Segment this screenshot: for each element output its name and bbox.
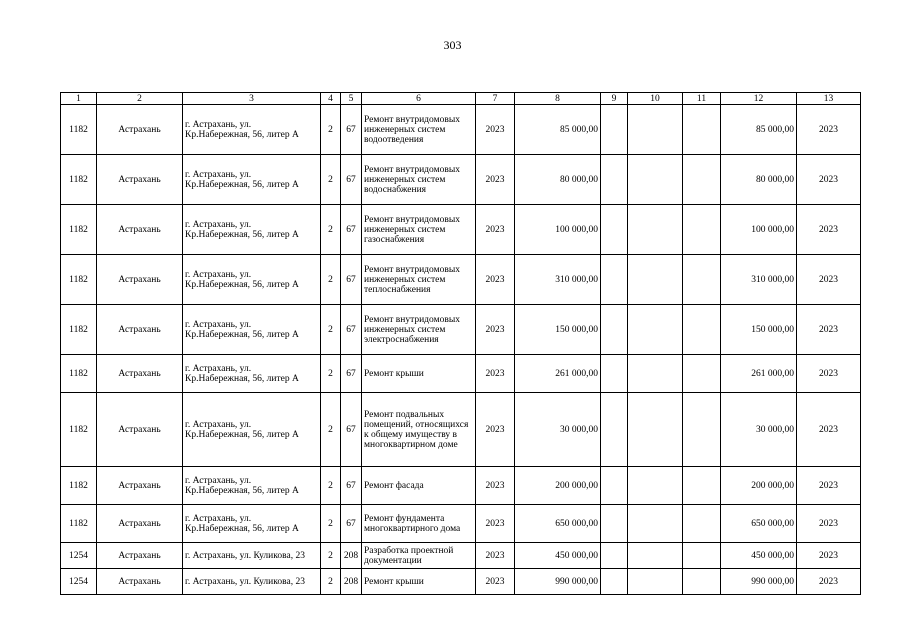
col9-cell <box>601 205 628 255</box>
column-header: 3 <box>183 93 321 105</box>
col11-cell <box>683 355 721 393</box>
col9-cell <box>601 105 628 155</box>
table-row <box>61 205 861 255</box>
col11-cell <box>683 205 721 255</box>
year-cell: 2023 <box>476 105 515 155</box>
col4-cell: 2 <box>321 467 341 505</box>
col10-cell <box>628 569 683 595</box>
col9-cell <box>601 569 628 595</box>
work-type-cell: Ремонт крыши <box>362 355 476 393</box>
col5-cell: 67 <box>341 393 362 467</box>
year-cell: 2023 <box>476 155 515 205</box>
city-cell: Астрахань <box>97 393 183 467</box>
column-header: 8 <box>515 93 601 105</box>
year-cell: 2023 <box>476 355 515 393</box>
col13-cell: 2023 <box>797 205 861 255</box>
year-cell: 2023 <box>476 569 515 595</box>
col11-cell <box>683 105 721 155</box>
col11-cell <box>683 505 721 543</box>
object-id-cell: 1182 <box>61 467 97 505</box>
object-id-cell: 1182 <box>61 393 97 467</box>
total-cell: 80 000,00 <box>721 155 797 205</box>
total-cell: 100 000,00 <box>721 205 797 255</box>
col4-cell: 2 <box>321 355 341 393</box>
column-header: 6 <box>362 93 476 105</box>
work-type-cell: Ремонт фасада <box>362 467 476 505</box>
col10-cell <box>628 205 683 255</box>
col5-cell: 67 <box>341 467 362 505</box>
column-header: 2 <box>97 93 183 105</box>
col9-cell <box>601 305 628 355</box>
column-header: 7 <box>476 93 515 105</box>
cost-cell: 990 000,00 <box>515 569 601 595</box>
col11-cell <box>683 569 721 595</box>
address-cell: г. Астрахань, ул. Кр.Набережная, 56, литер А <box>183 467 321 505</box>
table-row <box>61 505 861 543</box>
capital-repair-table <box>60 92 861 595</box>
object-id-cell: 1182 <box>61 305 97 355</box>
col4-cell: 2 <box>321 305 341 355</box>
col10-cell <box>628 543 683 569</box>
year-cell: 2023 <box>476 393 515 467</box>
work-type-cell: Ремонт крыши <box>362 569 476 595</box>
work-type-cell: Ремонт внутридомовых инженерных систем электроснабжения <box>362 305 476 355</box>
col13-cell: 2023 <box>797 305 861 355</box>
city-cell: Астрахань <box>97 255 183 305</box>
col4-cell: 2 <box>321 105 341 155</box>
cost-cell: 450 000,00 <box>515 543 601 569</box>
total-cell: 150 000,00 <box>721 305 797 355</box>
col13-cell: 2023 <box>797 505 861 543</box>
table-row <box>61 393 861 467</box>
col9-cell <box>601 355 628 393</box>
column-numbers-row <box>61 93 861 105</box>
col13-cell: 2023 <box>797 155 861 205</box>
col10-cell <box>628 305 683 355</box>
address-cell: г. Астрахань, ул. Кр.Набережная, 56, литер А <box>183 393 321 467</box>
col9-cell <box>601 255 628 305</box>
table-body <box>61 93 861 595</box>
cost-cell: 200 000,00 <box>515 467 601 505</box>
city-cell: Астрахань <box>97 155 183 205</box>
col4-cell: 2 <box>321 569 341 595</box>
col5-cell: 208 <box>341 543 362 569</box>
city-cell: Астрахань <box>97 105 183 155</box>
year-cell: 2023 <box>476 467 515 505</box>
col11-cell <box>683 467 721 505</box>
cost-cell: 150 000,00 <box>515 305 601 355</box>
city-cell: Астрахань <box>97 505 183 543</box>
col9-cell <box>601 155 628 205</box>
total-cell: 650 000,00 <box>721 505 797 543</box>
col13-cell: 2023 <box>797 255 861 305</box>
col11-cell <box>683 543 721 569</box>
col5-cell: 67 <box>341 355 362 393</box>
cost-cell: 261 000,00 <box>515 355 601 393</box>
city-cell: Астрахань <box>97 467 183 505</box>
object-id-cell: 1254 <box>61 543 97 569</box>
work-type-cell: Ремонт внутридомовых инженерных систем водоотведения <box>362 105 476 155</box>
address-cell: г. Астрахань, ул. Кр.Набережная, 56, литер А <box>183 505 321 543</box>
col5-cell: 67 <box>341 155 362 205</box>
address-cell: г. Астрахань, ул. Кр.Набережная, 56, литер А <box>183 305 321 355</box>
total-cell: 200 000,00 <box>721 467 797 505</box>
column-header: 5 <box>341 93 362 105</box>
col11-cell <box>683 305 721 355</box>
total-cell: 310 000,00 <box>721 255 797 305</box>
table-row <box>61 543 861 569</box>
table-row <box>61 467 861 505</box>
year-cell: 2023 <box>476 305 515 355</box>
total-cell: 450 000,00 <box>721 543 797 569</box>
cost-cell: 85 000,00 <box>515 105 601 155</box>
col13-cell: 2023 <box>797 569 861 595</box>
col10-cell <box>628 393 683 467</box>
col9-cell <box>601 543 628 569</box>
address-cell: г. Астрахань, ул. Куликова, 23 <box>183 569 321 595</box>
column-header: 11 <box>683 93 721 105</box>
object-id-cell: 1182 <box>61 355 97 393</box>
table-row <box>61 569 861 595</box>
col10-cell <box>628 505 683 543</box>
col5-cell: 208 <box>341 569 362 595</box>
cost-cell: 80 000,00 <box>515 155 601 205</box>
city-cell: Астрахань <box>97 355 183 393</box>
address-cell: г. Астрахань, ул. Кр.Набережная, 56, литер А <box>183 205 321 255</box>
col4-cell: 2 <box>321 255 341 305</box>
col4-cell: 2 <box>321 155 341 205</box>
city-cell: Астрахань <box>97 569 183 595</box>
object-id-cell: 1182 <box>61 155 97 205</box>
object-id-cell: 1182 <box>61 505 97 543</box>
col13-cell: 2023 <box>797 393 861 467</box>
work-type-cell: Ремонт внутридомовых инженерных систем газоснабжения <box>362 205 476 255</box>
col9-cell <box>601 393 628 467</box>
table-row <box>61 105 861 155</box>
col5-cell: 67 <box>341 105 362 155</box>
page-number: 303 <box>443 38 462 52</box>
cost-cell: 650 000,00 <box>515 505 601 543</box>
table-row <box>61 155 861 205</box>
address-cell: г. Астрахань, ул. Кр.Набережная, 56, литер А <box>183 355 321 393</box>
work-type-cell: Ремонт внутридомовых инженерных систем водоснабжения <box>362 155 476 205</box>
year-cell: 2023 <box>476 205 515 255</box>
col5-cell: 67 <box>341 205 362 255</box>
col4-cell: 2 <box>321 505 341 543</box>
year-cell: 2023 <box>476 255 515 305</box>
cost-cell: 310 000,00 <box>515 255 601 305</box>
col11-cell <box>683 255 721 305</box>
city-cell: Астрахань <box>97 205 183 255</box>
col5-cell: 67 <box>341 505 362 543</box>
col10-cell <box>628 467 683 505</box>
object-id-cell: 1182 <box>61 105 97 155</box>
col13-cell: 2023 <box>797 543 861 569</box>
object-id-cell: 1182 <box>61 255 97 305</box>
object-id-cell: 1182 <box>61 205 97 255</box>
year-cell: 2023 <box>476 505 515 543</box>
column-header: 13 <box>797 93 861 105</box>
work-type-cell: Ремонт подвальных помещений, относящихся к общему имуществу в многоквартирном доме <box>362 393 476 467</box>
col5-cell: 67 <box>341 255 362 305</box>
col13-cell: 2023 <box>797 355 861 393</box>
table-row <box>61 305 861 355</box>
work-type-cell: Разработка проектной документации <box>362 543 476 569</box>
total-cell: 30 000,00 <box>721 393 797 467</box>
col4-cell: 2 <box>321 393 341 467</box>
col13-cell: 2023 <box>797 467 861 505</box>
address-cell: г. Астрахань, ул. Кр.Набережная, 56, литер А <box>183 105 321 155</box>
col10-cell <box>628 355 683 393</box>
object-id-cell: 1254 <box>61 569 97 595</box>
total-cell: 990 000,00 <box>721 569 797 595</box>
address-cell: г. Астрахань, ул. Куликова, 23 <box>183 543 321 569</box>
cost-cell: 30 000,00 <box>515 393 601 467</box>
column-header: 10 <box>628 93 683 105</box>
total-cell: 261 000,00 <box>721 355 797 393</box>
table-row <box>61 355 861 393</box>
col5-cell: 67 <box>341 305 362 355</box>
column-header: 12 <box>721 93 797 105</box>
column-header: 9 <box>601 93 628 105</box>
city-cell: Астрахань <box>97 543 183 569</box>
column-header: 4 <box>321 93 341 105</box>
year-cell: 2023 <box>476 543 515 569</box>
table-row <box>61 255 861 305</box>
col10-cell <box>628 255 683 305</box>
col11-cell <box>683 393 721 467</box>
col4-cell: 2 <box>321 543 341 569</box>
col9-cell <box>601 505 628 543</box>
col10-cell <box>628 155 683 205</box>
col4-cell: 2 <box>321 205 341 255</box>
col10-cell <box>628 105 683 155</box>
address-cell: г. Астрахань, ул. Кр.Набережная, 56, литер А <box>183 155 321 205</box>
col13-cell: 2023 <box>797 105 861 155</box>
column-header: 1 <box>61 93 97 105</box>
cost-cell: 100 000,00 <box>515 205 601 255</box>
total-cell: 85 000,00 <box>721 105 797 155</box>
work-type-cell: Ремонт фундамента многоквартирного дома <box>362 505 476 543</box>
city-cell: Астрахань <box>97 305 183 355</box>
work-type-cell: Ремонт внутридомовых инженерных систем теплоснабжения <box>362 255 476 305</box>
address-cell: г. Астрахань, ул. Кр.Набережная, 56, литер А <box>183 255 321 305</box>
col11-cell <box>683 155 721 205</box>
col9-cell <box>601 467 628 505</box>
